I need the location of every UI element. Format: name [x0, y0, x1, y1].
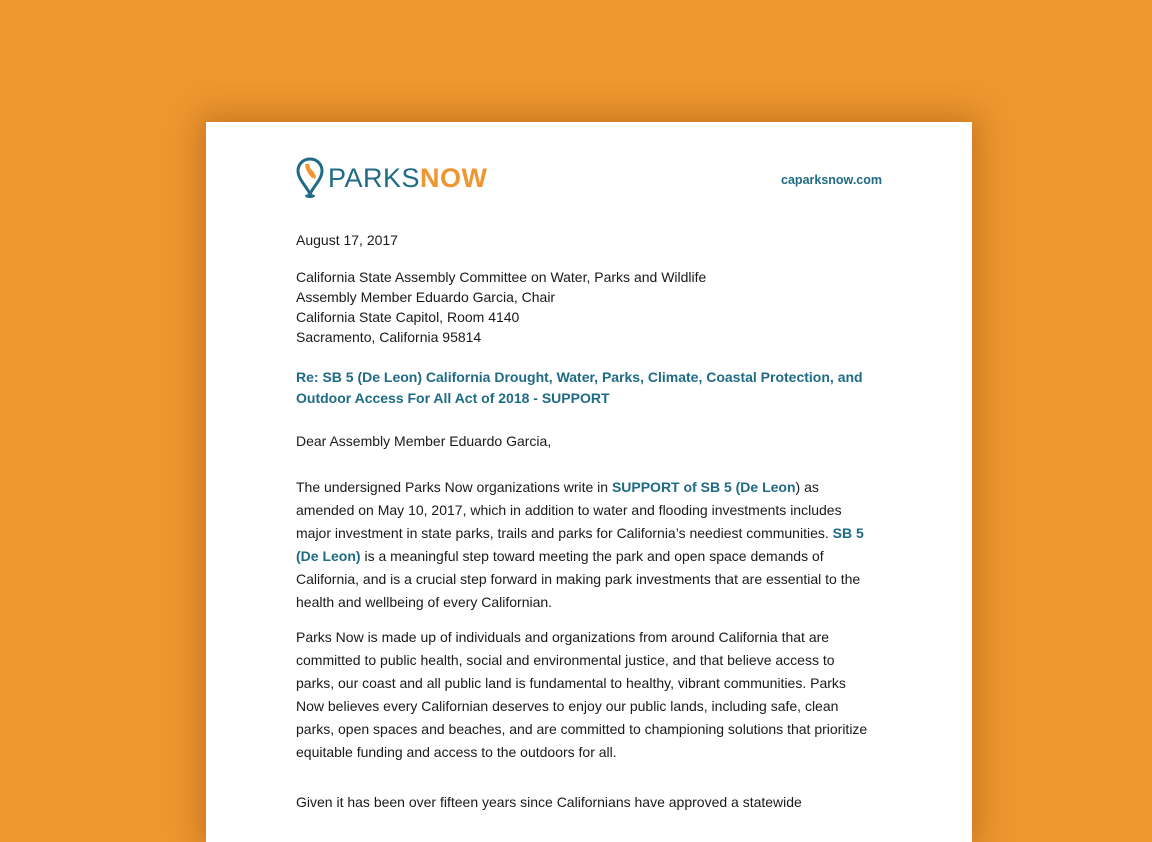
paragraph-3: Given it has been over fifteen years since Californians have approved a statewide — [296, 794, 802, 810]
address-line: Sacramento, California 95814 — [296, 329, 482, 345]
recipient-address — [296, 267, 876, 347]
logo-now-text: NOW — [420, 162, 488, 193]
subject-line-2: Outdoor Access For All Act of 2018 - SUPPORT — [296, 390, 610, 406]
parks-now-logo — [296, 156, 488, 200]
logo-wordmark — [328, 162, 488, 193]
letter-page — [206, 122, 972, 842]
subject-line-1: Re: SB 5 (De Leon) California Drought, Water, Parks, Climate, Coastal Protection, and — [296, 369, 863, 385]
p1-text-a: The undersigned Parks Now organizations write in — [296, 479, 612, 495]
p1-text-e: is a meaningful step toward meeting the park and open space demands of California, and is a crucial step forward in making park investments that are essential to the health and wellbeing of every Californian. — [296, 548, 861, 610]
paragraph-2: Parks Now is made up of individuals and organizations from around California that are committed to public health, social and environmental justice, and that believe access to parks, our coast and all public land is fundamental to healthy, vibrant communities. Parks Now believes every Californian deserves to enjoy our public lands, including safe, clean parks, open spaces and beaches, and are committed to championing solutions that prioritize equitable funding and access to the outdoors for all. — [296, 629, 868, 760]
address-line: Assembly Member Eduardo Garcia, Chair — [296, 289, 556, 305]
map-pin-icon — [296, 157, 324, 199]
address-line: California State Assembly Committee on Water, Parks and Wildlife — [296, 269, 707, 285]
p1-highlight-bill: SB 5 (De Leon) — [296, 525, 864, 564]
letterhead — [296, 156, 882, 200]
salutation: Dear Assembly Member Eduardo Garcia, — [296, 433, 552, 449]
paragraph-1 — [296, 476, 876, 614]
website-url: caparksnow.com — [781, 173, 882, 187]
p1-text-c: ) as amended on May 10, 2017, which in addition to water and flooding investments includes major investment in state parks, trails and parks for California’s neediest communities. — [296, 479, 842, 541]
logo-parks-text: PARKS — [328, 162, 421, 193]
address-line: California State Capitol, Room 4140 — [296, 309, 520, 325]
p1-highlight-support: SUPPORT of SB 5 (De Leon — [611, 479, 796, 495]
subject-line — [296, 367, 876, 409]
letter-body — [296, 230, 876, 814]
letter-date: August 17, 2017 — [296, 232, 398, 248]
